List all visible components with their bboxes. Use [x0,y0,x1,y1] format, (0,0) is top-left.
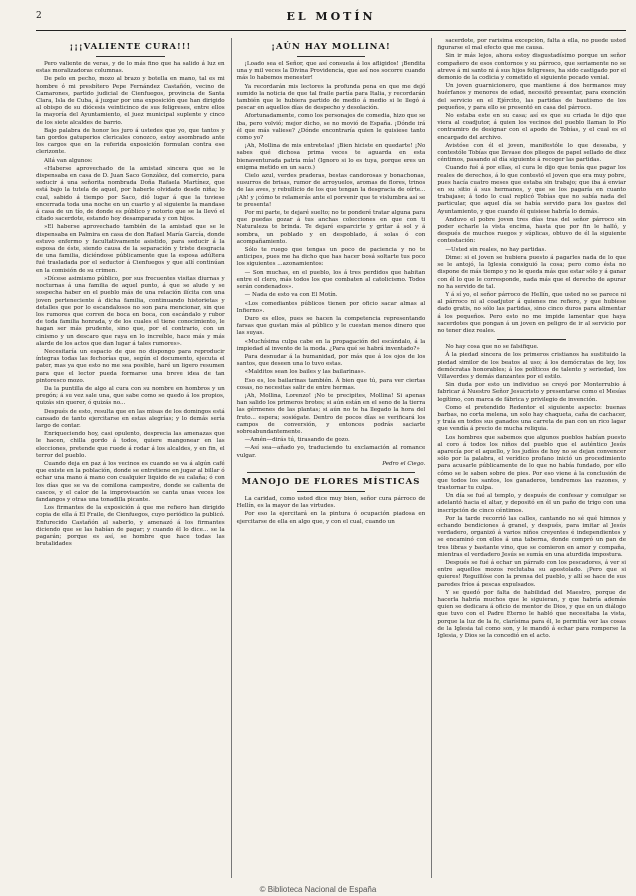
divider [297,56,366,57]
paragraph: «Muchísima culpa cabe en la propagación del escándalo, á la impiedad al invento de la moda. ¿Para qué se habrá inventado?» [236,338,426,352]
paragraph: Después de esto, resulta que en las misas de los domingos está cansado de tanto ejercitarse en estas alegrías; y lo demás sería largo de contar. [36,408,225,429]
paragraph: Sin ir más lejos, ahora estoy disgustadísimo porque un señor compañero de esos contornos y su párroco, que seriamente no se atreve á mi santo ni á sus hijos feligreses, ha sido castigado por el demonio de la codicia y cometido el siguiente pecado venial. [437,53,627,82]
paragraph: No estaba este en su casa; así es que su criada le dijo que viera al coadjutor, á quien los vecinos del pueblo llaman lo Pío contramiro de designar con el apodo de Tobías, y el cual es el encargado del archivo. [437,113,627,141]
paragraph: Necesitaría un espacio de que no dispongo para reproducir íntegras todas las fechorías que, según el documento, ejecuta el pater, mas ya que esto no me sea posible, haré un ligero resumen para que el lector pueda formarse una breve idea de tan pintoresco mozo. [36,348,225,384]
paragraph: Después se fué á echar un párrafo con los pescadores, á ver si entre aquellos mozos reclutaba su apostolado. ¡Pero que si quieres! Reguillóse con la prensa del pueblo, y allí se hace de sus paredes fríos á pescas expulsados. [437,560,627,588]
article-title-valiente-cura: ¡¡¡VALIENTE CURA!!! [69,42,192,52]
paragraph: La caridad, como usted dice muy bien, señor cura párroco de Hellín, es la mayor de las virtudes. [236,495,426,510]
paragraph: — Son muchas, en el pueblo, los á tres perdidos que habitan entre el clero, más todos los que combaten al catolicismo. Todos serán condenados». [236,269,426,291]
paragraph: «Haberse aprovechado de la amistad sincera que se le dispensaba en casa de D. Juan Saco González, del comercio, para seducir á una señorita nombrada Doña Rafaela Martínez, que está bajo la tutela de aquel, por haberle olvidado desde niña; lo cual, sabido á tiempo por Saco, dió lugar á que la tuviese encerrada toda una noche en un cuarto y al siguiente la mandase á casa de un tío, de donde es público y notorio que se la llevó el citado sacerdote, estando hoy desamparada y con hijos. [36,165,225,223]
paragraph: Cielo azul, verdes praderas, bestas candorosas y bonachonas, susurros de brisas, rumor de arroyuelos, aromas de flores, trinos de las aves, y rebullicio de los que tengan la desgracia de oírte... ¡Ah! y ¡cómo te relamerás ante el porvenir que te vislumbra así se te presenta! [236,173,426,208]
paragraph: —Usted sin reales, no hay partidas. [445,246,547,253]
newspaper-page [36,8,626,878]
paragraph: Ya recordarán mis lectores la profunda pena en que me dejó sumido la noticia de que tal fraile partía para Italia, y recordarán también que le hubiera partido de medio á medio si le llegó á pescar en aquellos días de despecho y desolación. [236,83,426,112]
paragraph: Un día se fué al templo, y después de confesar y comulgar se adelantó hacia el altar, y depositó en él un paño de trigo con una inscripción de cinco céntimos. [437,493,627,514]
paragraph: Dime: si el joven se hubiera puesto á pagarles nada de lo que se le antojó, la Iglesia consiguió la cosa; pero como ésta no dispone de más tiempo y no le queda más que estar sólo y á ganar con él lo que le corresponde, nada más que el derecho de apurar no ha servido de tal. [437,254,627,290]
paragraph: Afortunadamente, como los personajes de comedia, hizo que se iba, pero volvió; mejor dicho, se no movió de España. ¡Dónde irá él que más valiese? ¿Dónde encontraría quien le quisiese tanto como yo? [236,113,426,142]
library-watermark: © Biblioteca Nacional de España [259,885,377,894]
paragraph: Duro es ellos, pues se hacen la competencia representando farsas que gustan más al público y le cuestan menos dinero que las suyas. [236,315,426,337]
paragraph: Como el pretendido Redentor el siguiente aspecto: buenas barbas, no corta melena, un solo hay chaqueta, caña de cachacer, y traía en todos sus ganados una carreta de pan con un rico lagar que vendía á precio de mucha reliquia. [437,404,627,433]
article-body-mollina [237,61,426,460]
column-2 [231,38,426,878]
paragraph: »El haberse aprovechado también de la amistad que se le dispensaba en Palmira en casa de don Rafael María García, donde estuvo enfermo y facultativamente asistido, para seducir á la esposa de éste, siendo causa de la separación y triste desgracia de una familia, diciéndose públicamente que la esposa adúltera fué trasladada por el seductor á Cienfuegos y que allí continúan en la comisión de su crimen. [36,224,225,274]
masthead [36,8,626,31]
article-body-continued [437,38,626,335]
article-body-falsificacion [437,344,626,640]
paragraph: «Los comediantes públicos tienen por oficio sacar almas al Infierno». [236,300,426,314]
paragraph: Da la puntilla de algo al cura con su nombre en hombros y un pregón; á su vez sale una, que sabe como se quedo á los propios, quizás sin querer, ó quizás no... [36,385,225,407]
divider [247,472,416,473]
paragraph: Eso es, los bailarinas también. Á bien que tú, para ver ciertas cosas, no necesitas salir de entre hermas. [236,377,426,391]
paragraph: ¡Loado sea el Señor, que así consuela á los afligidos! ¡Bendita una y mil veces la Divina Providencia, que así nos socorre cuando más lo habemos menester! [236,61,426,82]
paragraph: Sin duda por esto un individuo se creyó por Monterrubio á fabricar á Nuestro Señor Jesucristo y presentarse como el Mesías legítimo, con marca de fábrica y privilegio de invención. [437,382,627,403]
article-title-mollina: ¡AÚN HAY MOLLINA! [271,42,391,52]
article-body-valiente-cura [36,61,225,548]
newspaper-title: EL MOTÍN [286,10,376,23]
paragraph: ¡Ah, Mollina de mis entretelas! ¡Bien hiciste en quedarte! ¡No sabes qué dichosa prima veces te aguarda en esta bienaventurada patria mía! (Ignoro si lo es tuya, porque eres un enigma metido en un saco.) [236,143,426,171]
paragraph: Y se quedó por falta de habilidad del Maestro, porque de hacerla habría muchos que le siguieran, y que habría además quien se dedicara á oficio de mentor de Dios, y que en un diálogo que tuvo con el Padre Eterno le habló que necesitaba la vista, porque la luz de la fe, clarísima para él, le permitía ver las cosas de la Iglesia tal como son, y le mandó á echar para romperse la Iglesia, y Dios se la concedió en el acto. [437,589,627,640]
paragraph: «Malditos sean los bailes y las bailarinas». [244,369,366,376]
paragraph: Allá van algunos: [44,157,93,164]
paragraph: De pelo en pecho, mozo al brazo y botella en mano, tal es mi hombre ó mi presbítero Pepe Fernández Castañón, vecino de Camarones, partido judicial de Cienfuegos, provincia de Santa Clara, Isla de Cuba, á juzgar por una exposición que han dirigido al obispo de su diócesis veinticinco de sus feligreses, entre ellos la mayoría del Ayuntamiento, el juez municipal suplente y cinco de los siete alcaldes de barrio. [36,76,225,126]
paragraph: Sólo te ruego que tengas un poco de paciencia y no te anticipes, pues me ha dicho que has hacer bosá soltarte tus poco los siguientes ...azonamientos: [236,247,426,268]
page-number: 2 [36,11,42,21]
paragraph: Para desnudar á la humanidad, por más que á los ojos de los santos, que deseen una lo tuvo estas. [236,353,426,368]
paragraph: —Así sea—añado yo, traduciendo tu exclamación al romance vulgar. [236,445,426,459]
column-3 [431,38,626,878]
paragraph: sacerdote, por rarísima excepción, falta á ella, no puede usted figurarse el mal efecto que me causa. [437,38,627,52]
column-1 [36,38,225,878]
paragraph: ¡Ah, Mollina, Lorenzo! ¡No te precipites, Mollina! Si apenas han salido los primeros brotes; si aún están en el seno de la tierra las gérmenes de las plantas; si aún no te ha llegado la hora del fruto... espera; sosiégate. Dentro de pocos días se verificará los campos de conversión, y entonces podrás saciarte sobreabundantemente. [236,392,426,435]
paragraph: — Nada de esto va con El Motín. [244,292,338,299]
paragraph: Los hombres que sabemos que algunos pueblos habían puesto al coro á todos los niños del pueblo que el auténtico Jesús aparecía por el aquello, y los judíos de hoy no se dejan convencer sólo por la palabra, el verídico profano inició un procedimiento para acusarle públicamente de lo que no había fundado, por ello cómo se le saben sobre de pies. Por eso viene á la conclusión de que todos los santos, los ganaderos, tendremos las razones, y trastornar tu culpa. [437,434,627,491]
paragraph: Por mi parte, te dejaré suelto; no te ponderé tratar alguna para que puedas gozar á tus anchas colecciones en que con ti Naturaleza te brinda. Te dejaré esparcirte y gritar á sol y á sombra, un poblado y en despoblado, á solas ó con acompañamiento. [236,210,426,245]
signature-mollina: Pedro el Ciego. [382,460,426,467]
paragraph: Un joven guarnicionero, que mantiene á dos hermanos muy huérfanos y menores de edad, necesitó presentar, para exención del servicio en el Ejército, las partidas de bautismo de los pequeños, y para ello se presentó en casa del párroco. [437,83,627,111]
paragraph: Cuando fué á por ellas, el cura le dijo que tenía que pagar los reales de derechos, á lo que contestó el joven que era muy pobre, pues hacía cuatro meses que estaba sin trabajo; que iba á enviar en su sitio á sus hermanos, y que se los pagaría en cuanto trabajase; á todo lo cual replicó Tobías que no sabía nada del particular, que aquel día se había servido para los gastos del Ayuntamiento, y que cuando él quisiese habría lo demás. [437,165,627,215]
article-body-manojo [237,496,426,526]
paragraph: —Amén—dirás tú, tirasando de gozo. [244,437,350,444]
paragraph: No hay cosa que no se falsifique. [445,344,539,351]
divider [96,56,165,57]
paragraph: »Dícese asimismo público, por sus frecuentes visitas diurnas y nocturnas á una familia de aquel punto, á que se alude y se sospecha haber en el pueblo más de una relación ilícita con una joven perteneciente á dicha familia, continuando historietas y detalles que por lo escandalosos no son para mencionar, sin que los rumores que corren de boca en boca, con escándalo y rubor de toda familia honrada, y de los cuales el tiene conocimiento, le hagan ser más prudente, sino que, por el contrario, con un cinismo y un descaro que raya en lo increíble, hace más y más alarde de los actos que dan lugar á tales rumores». [36,275,225,347]
paragraph: Enriqueciendo hoy, casi opulento, desprecia las amenazas que le hacen, chilla gordo á todos, quiere mangonear en las elecciones, pretende que ruede á rodar á los alcaldes, y en fin, el terror del pueblo. [36,431,225,459]
paragraph: Á la piedad sincera de los primeros cristianos ha sustituido la piedad similor de los beatos al uso; á los demócratas de ley, los demócratas honorables; á los políticos de talento y seriedad, los Villaverdes y demás danzantes por el estilo. [437,352,627,380]
article-title-manojo: MANOJO DE FLORES MÍSTICAS [241,476,421,487]
paragraph: Avistóse con él el joven, manifestóle lo que deseaba, y contestóle Tobías que llevase dos pliegos de papel sellado de diez céntimos, pasando al día siguiente á recoger las partidas. [437,142,627,164]
paragraph: Los firmantes de la exposición á que me refiero han dirigido copia de ella á El Fraile, de Cienfuegos, cuyo periódico la publicó. Enfurecido Castañón al saberlo, y amenazó á los firmantes diciendo que se las habían de pagar; y cuando él lo dice... se la pagarán; porque es así, se hombre que hace todas las brutalidades [36,505,225,548]
paragraph: Bajo palabra de honor les juro á ustedes que yo, que tantos y tan gordos gatuperios clericales conozco, estoy asombrado ante los cargos que en la referida exposición formulan contra ese clerizonte. [36,127,225,156]
paragraph: Por eso la ejercitará en la pintura ó ocupación piadosa en ejercitarse de ella en algo que, y con el cual, cuando un [236,511,426,525]
paragraph: Y á sí yo, el señor párroco de Hellín, que usted no se parece ni al párroco ni al coadjutor á quienes me refiero, y que hubiese dado gratis, no sólo las partidas, sino cinco duros para alimentar á los pequeños. Pero esto no me impide lamentar que haya sacerdotes que pongan á un joven en peligro de ir al servicio por no tener diez reales. [437,291,627,334]
paragraph: Cuando deja en paz á los vecinos es cuando se va á algún café que existe en la población, donde se entretiene en jugar al billar ó echar una mano á mano con cualquier liquido de su calaña; ó con los días que se va de comilona campestre, donde se calienta de cascos, y el calor de la improvisación se canta unas veces los fandangos y otras una tonadilla picante. [36,460,225,503]
paragraph: Pero valiente de veras, y de lo más fino que ha salido á luz en estas moralizadoras columnas. [36,61,225,75]
divider [297,491,366,492]
paragraph: Por la tarde recorrió las calles, cantando no sé qué himnos y echando bendiciones á granel, y después, para imitar al Jesús verdadero, organizó á varios niños creyentes é independientes y se encaminó con ellos á una taberna, donde compró un pan de tres libras y bastante vino, que se comieron en amor y compaña, mientras el verdadero Jesús se sumía en una aturdida impostura. [437,515,627,558]
columns [36,38,626,878]
divider [497,339,566,340]
paragraph: Anduvo el pobre joven tres días tras del señor párroco sin poder echarle la vista encima, hasta que por fin le halló, y después de muchos ruegos y súplicas, obtuvo de él la siguiente contestación: [437,216,627,245]
